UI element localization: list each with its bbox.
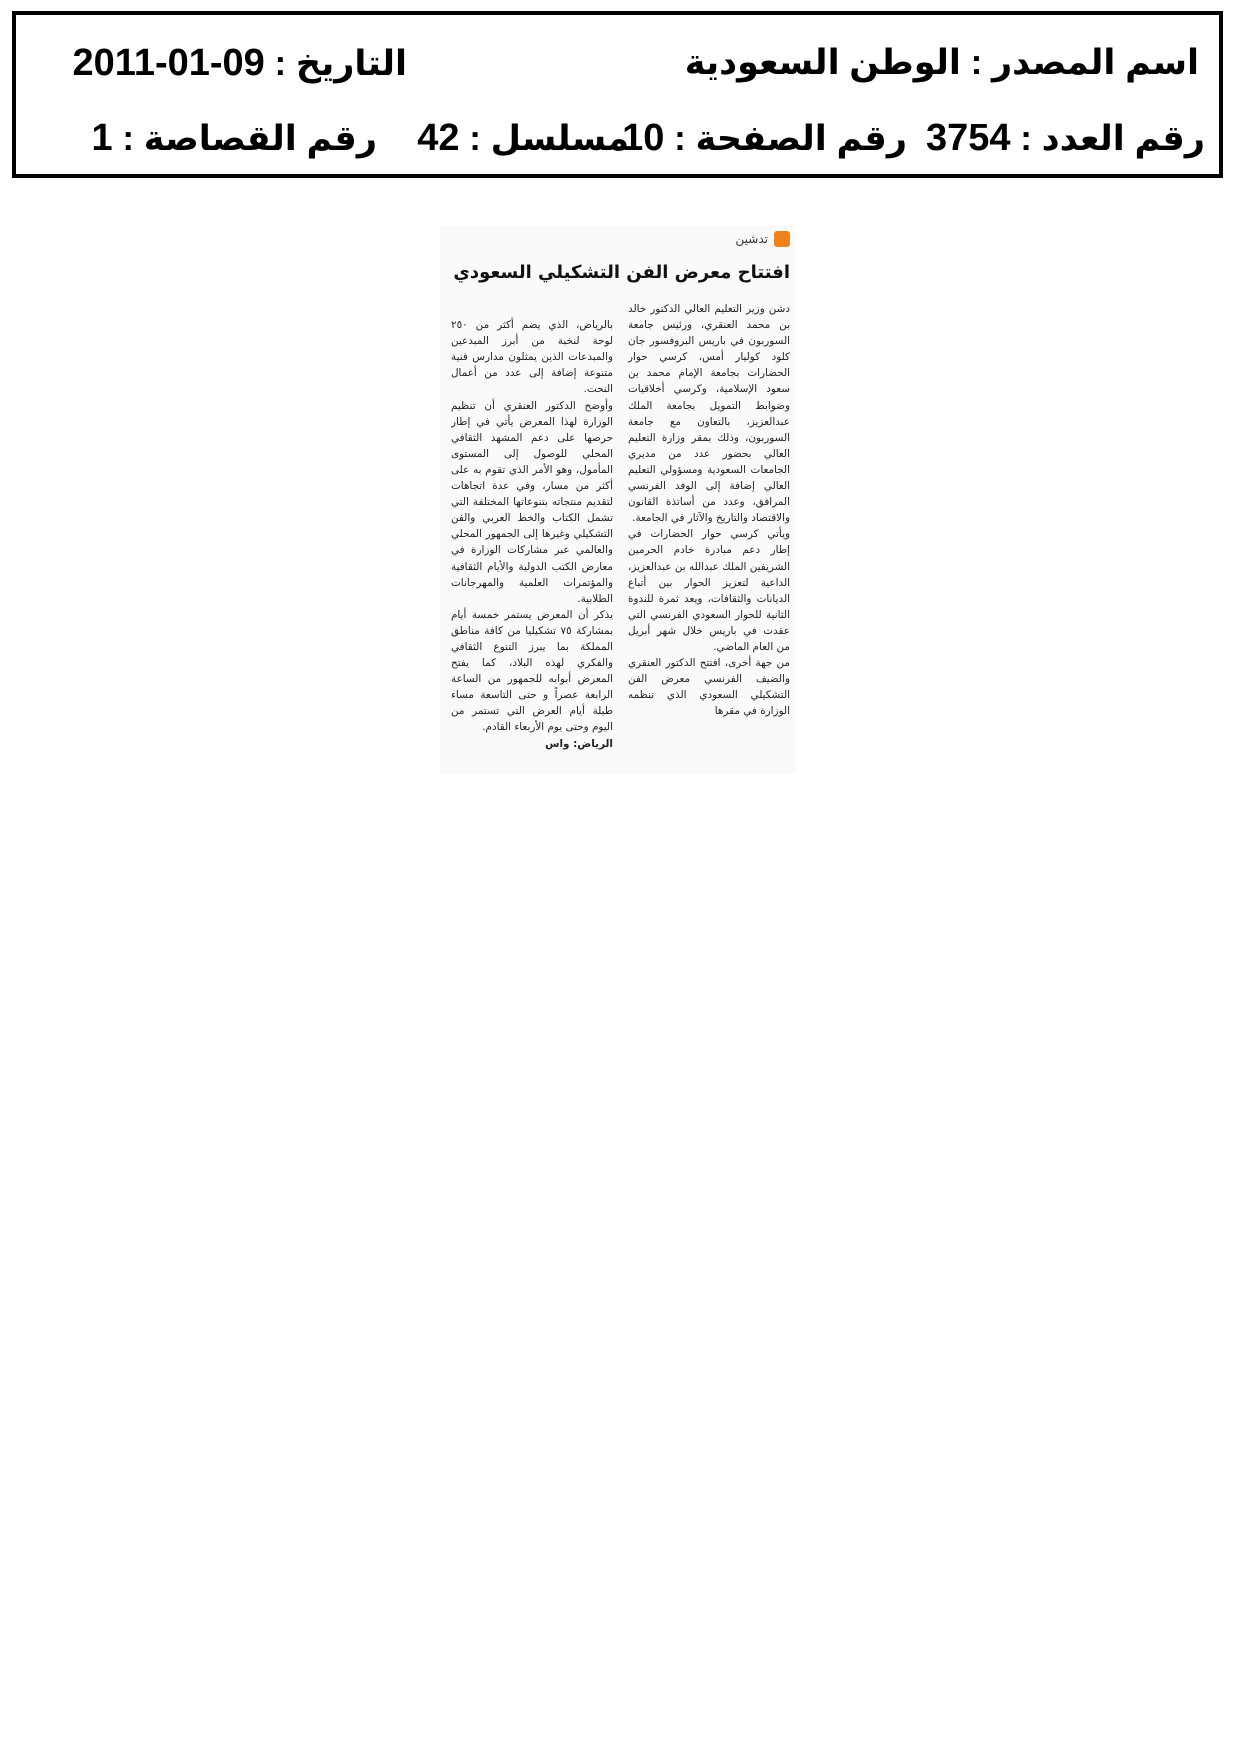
page-field (622, 118, 907, 159)
clip-value: 1 (91, 117, 113, 159)
column-left-text: بالرياض، الذي يضم أكثر من ٢٥٠ لوحة لنخبة من أبرز المبدعين والمبدعات الذين يمثلون مدارس فنية متنوعة إضافة إلى عدد من أعمال النحت. وأوضح الدكتور العنقري أن تنظيم الوزارة لهذا المعرض يأتي في إطار حرصها على دعم المشهد الثقافي المحلي للوصول إلى المستوى المأمول، وهو الأمر الذي تقوم به على أكثر من مسار، وفي عدة اتجاهات لتقديم منتجاته بتنوعاتها المختلفة التي تشمل الكتاب والخط العربي والفن التشكيلي وغيرها إلى الجمهور المحلي والعالمي عبر مشاركات الوزارة في معارض الكتب الدولية والأيام الثقافية والمؤتمرات العلمية والمهرجانات الطلابية. يذكر أن المعرض يستمر خمسة أيام بمشاركة ٧٥ تشكيليا من كافة مناطق المملكة بما يبرز التنوع الثقافي والفكري لهذه البلاد، كما يفتح المعرض أبوابه للجمهور من الساعة الرابعة عصراً و حتى التاسعة مساء طيلة أيام العرض التي تستمر من اليوم وحتى يوم الأربعاء القادم. (451, 319, 613, 734)
issue-field (926, 118, 1205, 159)
source-value: الوطن السعودية (684, 43, 961, 82)
orange-square-icon (774, 231, 790, 247)
date-field (73, 43, 407, 84)
article-headline: افتتاح معرض الفن التشكيلي السعودي (453, 262, 790, 283)
clip-field (92, 118, 378, 159)
source-field (685, 43, 1199, 83)
article-kicker (736, 231, 790, 247)
kicker-label: تدشين (735, 232, 768, 246)
clipping-header (12, 11, 1223, 178)
page-value: 10 (622, 117, 665, 159)
serial-field (417, 118, 629, 159)
serial-value: 42 (417, 117, 460, 159)
date-value: 2011-01-09 (72, 42, 265, 84)
issue-value: 3754 (926, 117, 1011, 159)
date-label: التاريخ : (264, 44, 407, 83)
clip-label: رقم القصاصة : (112, 119, 377, 158)
page-label: رقم الصفحة : (664, 119, 907, 158)
source-label: اسم المصدر : (960, 43, 1199, 82)
newspaper-clipping (440, 225, 796, 773)
issue-label: رقم العدد : (1010, 119, 1205, 158)
article-byline: الرياض: واس (545, 737, 613, 750)
serial-label: مسلسل : (459, 119, 629, 158)
article-column-right: دشن وزير التعليم العالي الدكتور خالد بن محمد العنقري، ورئيس جامعة السوربون في باريس البروفسور جان كلود كوليار أمس، كرسي حوار الحضارات بجامعة الإمام محمد بن سعود الإسلامية، وكرسي أخلاقيات وضوابط التمويل بجامعة الملك عبدالعزيز، بالتعاون مع جامعة السوربون، وذلك بمقر وزارة التعليم العالي بحضور عدد من مديري الجامعات السعودية ومسؤولي التعليم العالي إضافة إلى الوفد الفرنسي المرافق، وعدد من أساتذة القانون والاقتصاد والتاريخ والآثار في الجامعة. ويأتي كرسي حوار الحضارات في إطار دعم مبادرة خادم الحرمين الشريفين الملك عبدالله بن عبدالعزيز، الداعية لتعزيز الحوار بين أتباع الديانات والثقافات، ويعد ثمرة للندوة الثانية للحوار السعودي الفرنسي التي عقدت في باريس خلال شهر أبريل من العام الماضي. من جهة أخرى، افتتح الدكتور العنقري والضيف الفرنسي معرض الفن التشكيلي السعودي الذي تنظمه الوزارة في مقرها (628, 303, 790, 718)
article-column-left (451, 301, 613, 771)
